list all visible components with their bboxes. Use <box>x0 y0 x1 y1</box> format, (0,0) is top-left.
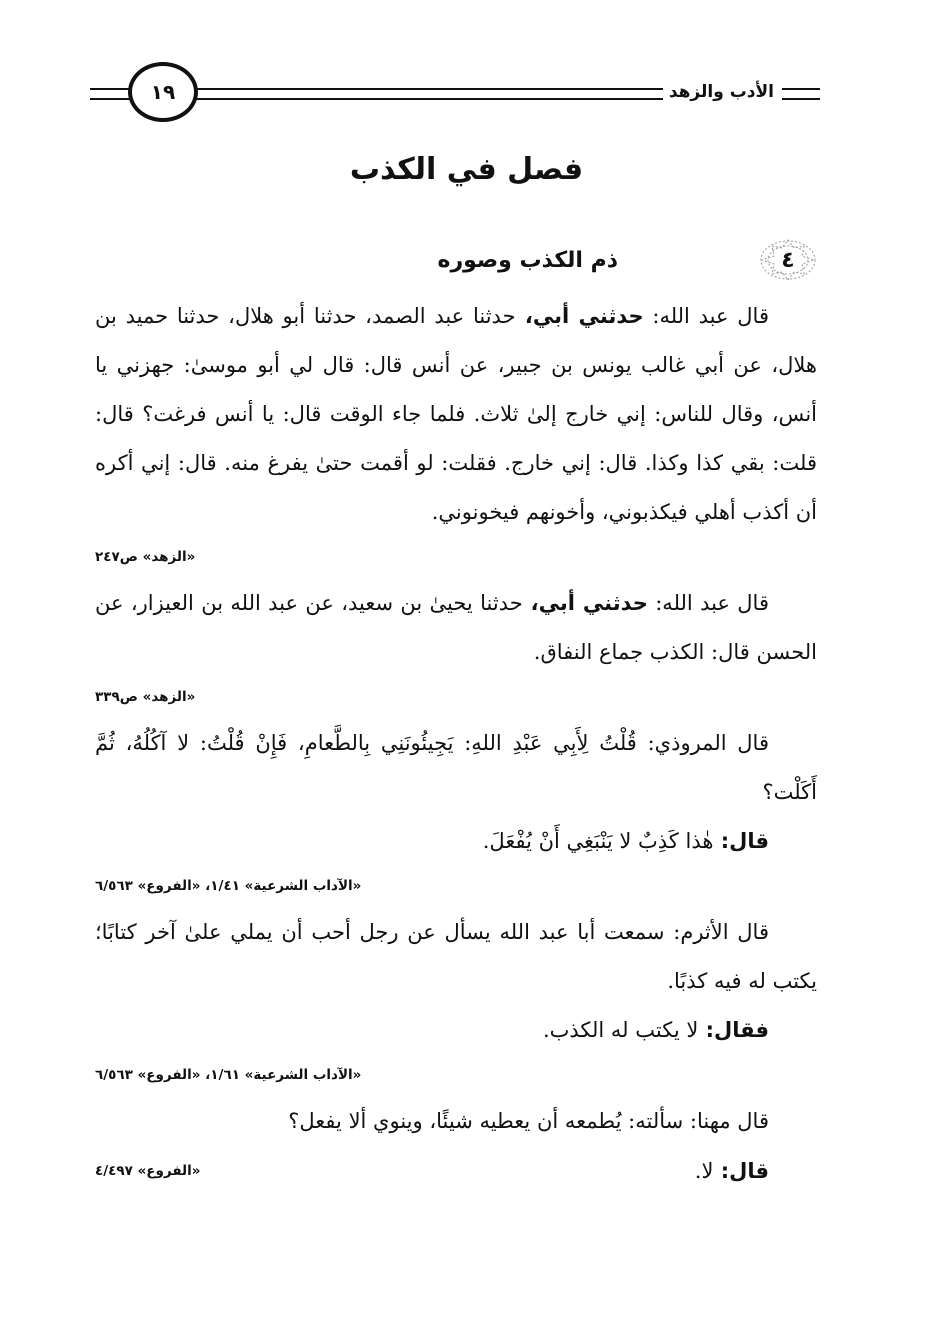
page-number-oval <box>128 62 198 122</box>
answer-label: قال: <box>713 1158 769 1183</box>
final-answer-row <box>95 1146 817 1195</box>
ornament-number-badge <box>758 238 818 282</box>
header-rule-right <box>782 88 820 100</box>
subsection-heading <box>437 238 818 282</box>
source-citation: «الآداب الشرعية» ١/٤١، «الفروع» ٦/٥٦٣ <box>95 878 362 894</box>
answer-label: فقال: <box>698 1018 769 1042</box>
running-title: الأدب والزهد <box>663 82 780 102</box>
page-header <box>90 62 820 124</box>
question-paragraph: قال المروذي: قُلْتُ لِأَبِي عَبْدِ اللهِ: يَجِيئُونَنِي بِالطَّعامِ، فَإِنْ قُلْتُ: لا آكُلُهُ، ثُمَّ أَكَلْت؟ <box>95 731 817 804</box>
source-citation: «الزهد» ص٣٣٩ <box>95 689 196 705</box>
subsection-title: ذم الكذب وصوره <box>437 247 618 273</box>
narration-paragraph <box>95 292 817 537</box>
source-citation: «الفروع» ٤/٤٩٧ <box>95 1162 201 1179</box>
page-content <box>95 292 817 1195</box>
narration-intro: قال عبد الله: <box>643 304 769 328</box>
section-title: فصل في الكذب <box>349 152 584 187</box>
narration-text: حدثنا عبد الصمد، حدثنا أبو هلال، حدثنا حميد بن هلال، عن أبي غالب يونس بن جبير، عن أنس قال: قال لي أبو موسىٰ: جهزني يا أنس، وقال للناس: إني خارج إلىٰ ثلاث. فلما جاء الوقت قال: يا أنس فرغت؟ قال: قلت: بقي كذا وكذا. قال: إني خارج. فقلت: لو أقمت حتىٰ يفرغ منه. قال: إني أكره أن أكذب أهلي فيكذبوني، وأخونهم فيخونوني. <box>95 304 817 524</box>
answer-text: لا يكتب له الكذب. <box>542 1018 699 1042</box>
question-paragraph: قال الأثرم: سمعت أبا عبد الله يسأل عن رجل أحب أن يملي علىٰ آخر كتابًا؛ يكتب له فيه كذبًا. <box>95 920 817 993</box>
narration-bold: حدثني أبي، <box>515 304 644 328</box>
page-number: ١٩ <box>150 80 176 104</box>
answer-paragraph <box>95 1006 817 1055</box>
answer-text: هٰذا كَذِبٌ لا يَنْبَغِي أَنْ يُفْعَلَ. <box>482 829 714 853</box>
narration-intro: قال عبد الله: <box>647 591 769 615</box>
answer-paragraph <box>95 817 817 866</box>
subsection-number: ٤ <box>781 247 795 273</box>
source-citation: «الزهد» ص٢٤٧ <box>95 549 196 565</box>
answer-paragraph <box>695 1159 769 1183</box>
answer-label: قال: <box>713 829 769 853</box>
source-citation: «الآداب الشرعية» ١/٦١، «الفروع» ٦/٥٦٣ <box>95 1067 362 1083</box>
narration-bold: حدثني أبي، <box>522 591 648 615</box>
narration-text: حدثنا يحيىٰ بن سعيد، عن عبد الله بن العيزار، عن الحسن قال: الكذب جماع النفاق. <box>95 591 817 664</box>
answer-text: لا. <box>694 1158 714 1183</box>
header-rule-main <box>195 88 670 100</box>
narration-paragraph <box>95 579 817 677</box>
header-rule-left <box>90 88 130 100</box>
question-paragraph: قال مهنا: سألته: يُطمعه أن يعطيه شيئًا، وينوي ألا يفعل؟ <box>288 1109 769 1133</box>
